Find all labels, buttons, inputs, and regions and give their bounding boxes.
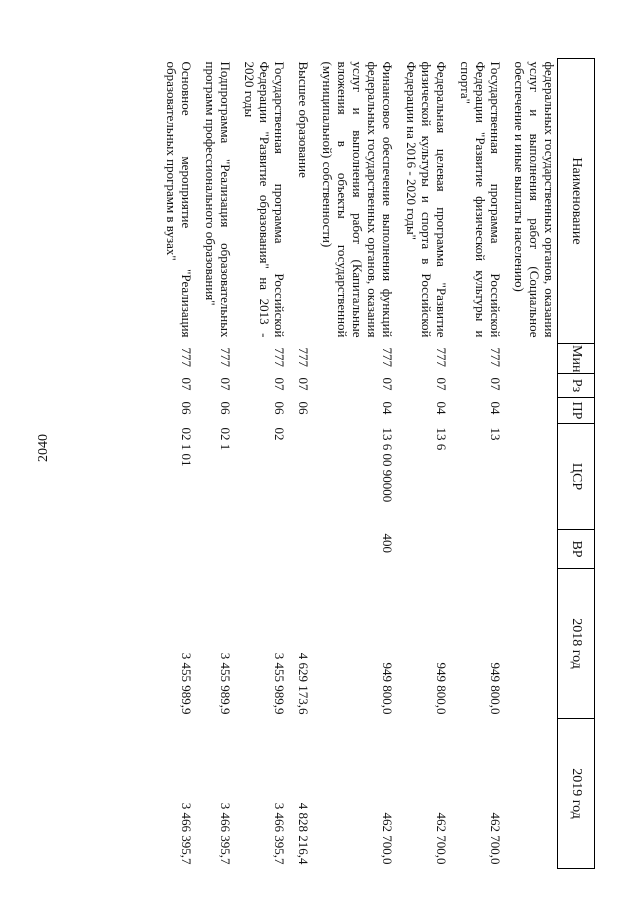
row-2019: 4 828 216,4 xyxy=(296,802,311,865)
row-rz: 07 xyxy=(218,377,233,391)
row-pr: 04 xyxy=(434,401,449,415)
row-2018: 949 800,0 xyxy=(380,662,395,715)
row-2019: 462 700,0 xyxy=(380,812,395,865)
row-vr xyxy=(506,530,558,569)
row-2018: 4 629 173,6 xyxy=(296,652,311,715)
row-2019: 462 700,0 xyxy=(488,812,503,865)
row-2018: 3 455 989,9 xyxy=(179,652,194,715)
header-pr: ПР xyxy=(558,398,595,424)
row-2019: 3 466 395,7 xyxy=(272,802,287,865)
row-rz: 07 xyxy=(272,377,287,391)
row-min: 777 xyxy=(179,347,194,367)
row-rz: 07 xyxy=(434,377,449,391)
header-vr: ВР xyxy=(558,530,595,569)
table-row xyxy=(236,59,290,869)
header-min: Мин xyxy=(558,344,595,374)
row-pr xyxy=(506,398,558,424)
row-csr xyxy=(506,424,558,530)
row-name: Государственная программа Российской Федерации "Развитие физической культуры и спорта" xyxy=(458,61,503,338)
row-min: 777 xyxy=(434,347,449,367)
table-row xyxy=(314,59,398,869)
row-csr: 13 6 00 90000 xyxy=(380,427,395,503)
row-2019: 462 700,0 xyxy=(434,812,449,865)
row-min xyxy=(506,344,558,374)
row-2018: 3 455 989,9 xyxy=(218,652,233,715)
table-row xyxy=(197,59,236,869)
header-2019: 2019 год xyxy=(558,719,595,869)
header-rz: Рз xyxy=(558,374,595,398)
table-row xyxy=(452,59,506,869)
row-pr: 06 xyxy=(296,401,311,415)
row-pr: 04 xyxy=(380,401,395,415)
row-pr: 04 xyxy=(488,401,503,415)
page-number: 2040 xyxy=(36,434,51,462)
row-name: федеральных государственных органов, оказания услуг и выполнения работ (Социальное обеспечение и иные выплаты населению) xyxy=(512,61,557,338)
table-row xyxy=(398,59,452,869)
row-name: Финансовое обеспечение выполнения функций федеральных государственных органов, оказания услуг и выполнения работ (Капитальные вложения в объекты государственной (муниципальной) собственности) xyxy=(320,61,395,338)
table-row xyxy=(158,59,197,869)
header-name: Наименование xyxy=(558,59,595,344)
header-2018: 2018 год xyxy=(558,569,595,719)
row-2019: 3 466 395,7 xyxy=(179,802,194,865)
row-pr: 06 xyxy=(272,401,287,415)
row-2018: 3 455 989,9 xyxy=(272,652,287,715)
row-vr xyxy=(197,530,236,569)
row-2018: 949 800,0 xyxy=(488,662,503,715)
row-min: 777 xyxy=(218,347,233,367)
row-rz xyxy=(506,374,558,398)
row-min: 777 xyxy=(488,347,503,367)
row-2019: 3 466 395,7 xyxy=(218,802,233,865)
row-csr: 13 xyxy=(488,427,503,441)
row-name: Подпрограмма "Реализация образовательных программ профессионального образования" xyxy=(203,61,233,338)
row-pr: 06 xyxy=(179,401,194,415)
table-header-row xyxy=(558,59,595,869)
header-csr: ЦСР xyxy=(558,424,595,530)
row-rz: 07 xyxy=(296,377,311,391)
row-name: Основное мероприятие "Реализация образовательных программ в вузах" xyxy=(164,61,194,338)
table-row xyxy=(290,59,314,869)
row-pr: 06 xyxy=(218,401,233,415)
row-min: 777 xyxy=(380,347,395,367)
row-vr xyxy=(236,530,290,569)
row-name: Высшее образование xyxy=(296,61,311,178)
row-vr xyxy=(290,530,314,569)
rotated-page-content xyxy=(75,58,595,868)
row-vr: 400 xyxy=(380,533,395,553)
row-rz: 07 xyxy=(380,377,395,391)
row-vr xyxy=(158,530,197,569)
table-row xyxy=(506,59,558,869)
row-vr xyxy=(398,530,452,569)
row-csr: 02 xyxy=(272,427,287,441)
row-csr xyxy=(290,424,314,530)
row-2018: 949 800,0 xyxy=(434,662,449,715)
row-2019 xyxy=(506,719,558,869)
row-csr: 13 6 xyxy=(434,427,449,451)
row-vr xyxy=(452,530,506,569)
row-csr: 02 1 01 xyxy=(179,427,194,467)
row-min: 777 xyxy=(296,347,311,367)
row-rz: 07 xyxy=(179,377,194,391)
row-name: Государственная программа Российской Федерации "Развитие образования" на 2013 - 2020 годы xyxy=(242,61,287,338)
budget-table xyxy=(158,58,595,869)
row-min: 777 xyxy=(272,347,287,367)
row-csr: 02 1 xyxy=(218,427,233,451)
row-2018 xyxy=(506,569,558,719)
row-rz: 07 xyxy=(488,377,503,391)
row-name: Федеральная целевая программа "Развитие физической культуры и спорта в Российской Федерации на 2016 - 2020 годы" xyxy=(404,61,449,338)
